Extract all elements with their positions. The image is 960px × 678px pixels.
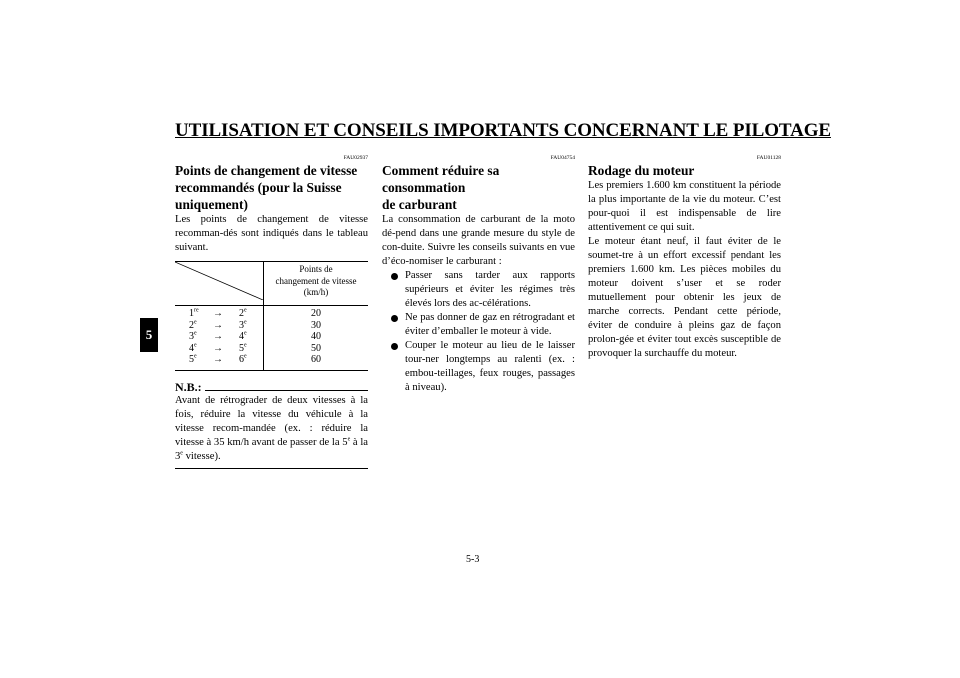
section-heading xyxy=(382,162,575,213)
nb-text-sup: e xyxy=(180,449,183,456)
arrow-icon: → xyxy=(213,319,223,331)
heading-line: Comment réduire sa consommation xyxy=(382,163,500,195)
section-heading xyxy=(175,162,368,213)
chapter-tab: 5 xyxy=(140,318,158,352)
speed-column xyxy=(264,306,369,371)
arrow-icon: → xyxy=(213,331,223,342)
section-fuel-consumption xyxy=(382,155,575,395)
gear-to: 4 xyxy=(239,331,244,342)
section-code: FAU02937 xyxy=(343,155,368,161)
list-item xyxy=(391,339,575,395)
gear-shift-row xyxy=(175,331,263,343)
nb-end-rule xyxy=(175,468,368,469)
gear-shift-row xyxy=(175,354,263,366)
nb-label: N.B.: xyxy=(175,379,202,394)
section-intro: Les points de changement de vitesse recomman-dés sont indiqués dans le tableau suivant. xyxy=(175,214,368,253)
gear-to: 5 xyxy=(239,342,244,354)
speed-value: 50 xyxy=(311,342,321,354)
gear-shift-row xyxy=(175,320,263,332)
gear-from: 5 xyxy=(189,354,194,365)
header-line: Points de xyxy=(299,264,333,274)
paragraph: Les premiers 1.600 km constituent la période la plus importante de la vie du moteur. C’est pour-quoi il est indispensable de lire attentivement ce qui suit. xyxy=(588,180,781,233)
gear-to-suffix: e xyxy=(244,353,247,360)
page-title: UTILISATION ET CONSEILS IMPORTANTS CONCERNANT LE PILOTAGE xyxy=(175,120,831,141)
gear-from-suffix: re xyxy=(194,307,199,314)
list-item xyxy=(391,269,575,311)
arrow-icon: → xyxy=(213,354,223,365)
speed-value: 30 xyxy=(311,319,321,331)
list-item xyxy=(391,311,575,339)
arrow-icon: → xyxy=(213,342,223,354)
paragraph: Le moteur étant neuf, il faut éviter de le soumet-tre à un effort excessif pendant les premiers 1.600 km. Les pièces mobiles du moteur doivent s’user et se roder mutuellement pour obtenir les jeux de marche corrects. Pendant cette période, éviter de conduire à pleins gaz de façon prolon-gée et éviter tout excès susceptible de provoquer la surchauffe du moteur. xyxy=(588,236,781,359)
header-line: changement de vitesse xyxy=(275,275,357,286)
heading-line: de carburant xyxy=(382,197,457,212)
section-heading: Rodage du moteur xyxy=(588,163,695,178)
page-number: 5-3 xyxy=(466,554,480,565)
gear-from: 1 xyxy=(189,308,194,319)
heading-line: Points de changement de vitesse xyxy=(175,163,358,178)
speed-value: 40 xyxy=(311,331,321,342)
gear-shift-row xyxy=(175,343,263,355)
heading-line: uniquement) xyxy=(175,197,248,212)
arrow-icon: → xyxy=(213,308,223,319)
nb-text-part: vitesse). xyxy=(182,450,221,462)
gear-from-suffix: e xyxy=(194,319,197,326)
tips-list xyxy=(382,269,575,395)
section-code: FAU04754 xyxy=(550,155,575,161)
nb-text xyxy=(175,394,368,466)
gear-shift-row xyxy=(175,308,263,320)
gear-to: 6 xyxy=(239,354,244,365)
list-item-text: Passer sans tarder aux rapports supérieurs et éviter les régimes très élevés lors des ac-célérations. xyxy=(405,270,575,309)
gear-to-suffix: e xyxy=(244,330,247,337)
gear-to-suffix: e xyxy=(244,342,247,349)
gear-to-suffix: e xyxy=(244,307,247,314)
nb-text-part: à la 3 xyxy=(175,436,368,462)
section-engine-break-in xyxy=(588,155,781,361)
speed-value: 20 xyxy=(311,308,321,319)
bullet-icon xyxy=(391,315,398,322)
diagonal-line xyxy=(175,262,263,300)
list-item-text: Couper le moteur au lieu de le laisser tour-ner longtemps au ralenti (ex. : embou-teillages, feux rouges, passages à niveau). xyxy=(405,340,575,393)
nb-text-sup: e xyxy=(347,435,351,442)
speed-value: 60 xyxy=(311,354,321,365)
gear-to: 2 xyxy=(239,308,244,319)
gear-to: 3 xyxy=(239,319,244,331)
gear-from-suffix: e xyxy=(194,342,197,349)
bullet-icon xyxy=(391,343,398,350)
table-header-row xyxy=(175,262,368,306)
table-body-row xyxy=(175,306,368,371)
section-code: FAU01128 xyxy=(756,155,781,161)
gear-from: 3 xyxy=(189,331,194,342)
table-header-cell xyxy=(264,262,369,306)
header-line: (km/h) xyxy=(303,287,329,297)
gear-from-suffix: e xyxy=(194,353,197,360)
section-shift-points xyxy=(175,155,368,469)
nb-text-part: Avant de rétrograder de deux vitesses à la fois, réduire la vitesse du véhicule à la vitesse recom-mandée (ex. : réduire la vitesse à 35 km/h avant de passer de la 5 xyxy=(175,394,368,448)
gear-column xyxy=(175,306,264,371)
shift-points-table xyxy=(175,261,368,371)
table-corner-cell xyxy=(175,262,264,306)
nb-rule xyxy=(205,390,368,391)
gear-from: 2 xyxy=(189,319,194,331)
list-item-text: Ne pas donner de gaz en rétrogradant et éviter d’emballer le moteur à vide. xyxy=(405,312,575,337)
gear-to-suffix: e xyxy=(244,319,247,326)
gear-from: 4 xyxy=(189,342,194,354)
nb-header xyxy=(175,380,368,394)
heading-line: recommandés (pour la Suisse xyxy=(175,180,342,195)
section-intro: La consommation de carburant de la moto dé-pend dans une grande mesure du style de con-duite. Suivre les conseils suivants en vue d’éco-nomiser le carburant : xyxy=(382,214,575,267)
bullet-icon xyxy=(391,273,398,280)
gear-from-suffix: e xyxy=(194,330,197,337)
